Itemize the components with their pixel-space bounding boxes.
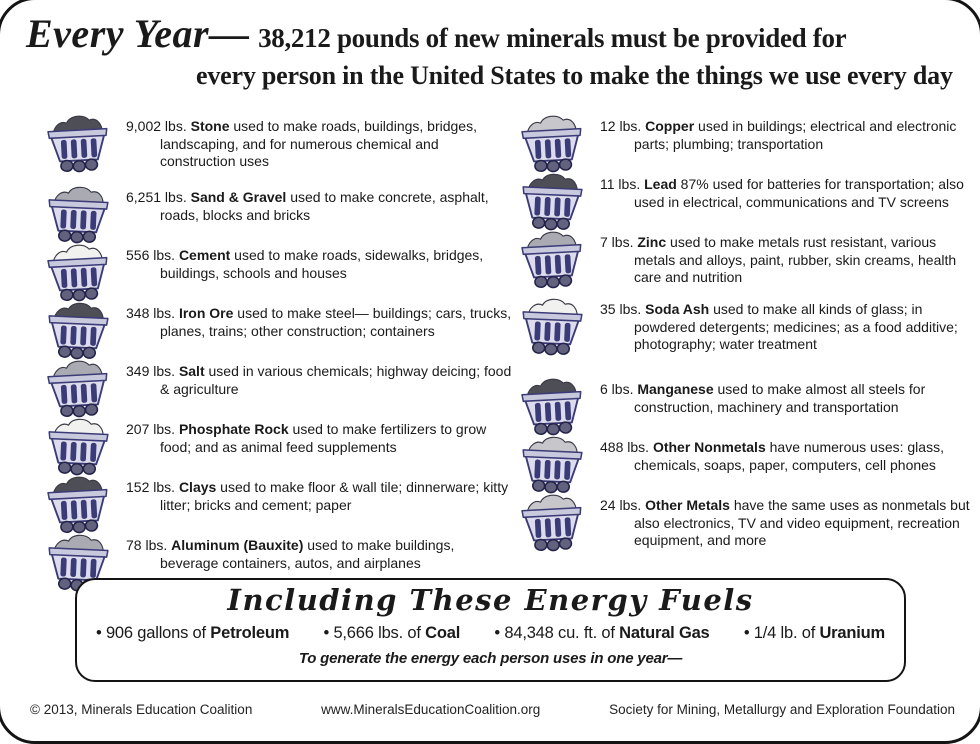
energy-item — [323, 624, 460, 643]
minerals-columns — [42, 115, 980, 592]
mineral-item — [516, 298, 976, 378]
mineral-description — [126, 247, 516, 282]
mineral-name: Other Nonmetals — [652, 439, 766, 455]
mineral-amount: 11 lbs. — [600, 176, 645, 192]
energy-item — [744, 624, 885, 643]
mineral-desc: used in various chemicals; highway deicing; food & agriculture — [160, 363, 512, 397]
mine-cart-icon — [42, 299, 120, 360]
mine-cart-icon — [42, 112, 120, 173]
mineral-amount: 207 lbs. — [126, 421, 179, 437]
energy-name: Petroleum — [210, 624, 290, 642]
energy-name: Uranium — [819, 624, 885, 642]
mine-cart-icon — [516, 170, 594, 231]
footer-organization: Society for Mining, Metallurgy and Exploration Foundation — [609, 702, 955, 717]
mineral-desc: used to make steel— buildings; cars, trucks, planes, trains; other construction; containers — [160, 305, 512, 339]
mine-cart-icon — [42, 241, 120, 302]
mineral-item — [42, 360, 516, 418]
mineral-name: Clays — [178, 479, 217, 495]
mineral-desc: have the same uses as nonmetals but also electronics, TV and video equipment, recreation equipment, and more — [634, 497, 970, 548]
mine-cart-icon — [516, 433, 594, 494]
mineral-amount: 556 lbs. — [126, 247, 179, 263]
mineral-amount: 6 lbs. — [600, 381, 638, 397]
mine-cart-icon — [42, 473, 120, 534]
mineral-item — [42, 302, 516, 360]
mineral-description — [126, 537, 516, 572]
energy-fuels-title: Including These Energy Fuels — [227, 583, 754, 617]
minerals-column-left — [42, 115, 516, 592]
mineral-item — [42, 115, 516, 186]
energy-amount: • 84,348 cu. ft. of — [494, 624, 620, 642]
mineral-name: Soda Ash — [645, 301, 710, 317]
mineral-item — [42, 244, 516, 302]
mineral-description — [600, 439, 976, 474]
mineral-desc: used to make fertilizers to grow food; and as animal feed supplements — [160, 421, 487, 455]
mineral-desc: used to make all kinds of glass; in powdered detergents; medicines; as a food additive; photography; water treatment — [634, 301, 958, 352]
mineral-description — [600, 118, 976, 153]
mineral-amount: 152 lbs. — [126, 479, 179, 495]
mineral-name: Manganese — [637, 381, 714, 397]
mineral-description — [126, 118, 516, 171]
mineral-name: Other Metals — [645, 497, 730, 513]
footer-copyright: © 2013, Minerals Education Coalition — [30, 702, 253, 717]
mineral-item — [516, 173, 976, 231]
mineral-desc: used to make metals rust resistant, various metals and alloys, paint, rubber, skin creams, health care and nutrition — [634, 234, 957, 285]
mine-cart-icon — [516, 375, 594, 436]
mineral-desc: used to make concrete, asphalt, roads, blocks and bricks — [160, 189, 489, 223]
mineral-item — [42, 418, 516, 476]
mineral-description — [126, 363, 516, 398]
mineral-amount: 35 lbs. — [600, 301, 646, 317]
mineral-name: Phosphate Rock — [178, 421, 289, 437]
mineral-item — [516, 378, 976, 436]
mineral-desc: 87% used for batteries for transportation; also used in electrical, communications and TV screens — [634, 176, 964, 210]
header-line1: 38,212 pounds of new minerals must be provided for — [258, 23, 847, 53]
mineral-amount: 24 lbs. — [600, 497, 646, 513]
mineral-name: Copper — [645, 118, 695, 134]
mineral-desc: used in buildings; electrical and electronic parts; plumbing; transportation — [634, 118, 957, 152]
mineral-amount: 6,251 lbs. — [126, 189, 191, 205]
mine-cart-icon — [516, 228, 594, 289]
mineral-description — [126, 421, 516, 456]
mineral-amount: 349 lbs. — [126, 363, 179, 379]
mineral-desc: used to make buildings, beverage containers, autos, and airplanes — [160, 537, 455, 571]
header-line2: every person in the United States to make the things we use every day — [196, 61, 953, 90]
mineral-name: Stone — [190, 118, 230, 134]
footer — [30, 702, 955, 717]
mineral-name: Salt — [178, 363, 205, 379]
mineral-item — [516, 436, 976, 494]
mineral-description — [600, 497, 976, 550]
mine-cart-icon — [516, 295, 594, 356]
mineral-description — [600, 301, 976, 354]
energy-fuels-box — [75, 578, 906, 682]
mine-cart-icon — [516, 491, 594, 552]
mineral-desc: used to make floor & wall tile; dinnerware; kitty litter; bricks and cement; paper — [160, 479, 509, 513]
mineral-desc: used to make almost all steels for construction, machinery and transportation — [634, 381, 926, 415]
mineral-item — [516, 115, 976, 173]
energy-amount: • 906 gallons of — [96, 624, 211, 642]
energy-footnote: To generate the energy each person uses in one year— — [298, 650, 683, 667]
mineral-amount: 348 lbs. — [126, 305, 179, 321]
mineral-item — [516, 231, 976, 298]
mineral-name: Lead — [644, 176, 677, 192]
energy-item — [494, 624, 709, 643]
mine-cart-icon — [42, 415, 120, 476]
mineral-name: Sand & Gravel — [190, 189, 287, 205]
mineral-description — [600, 176, 976, 211]
mine-cart-icon — [516, 112, 594, 173]
mineral-name: Iron Ore — [178, 305, 234, 321]
mineral-desc: have numerous uses: glass, chemicals, soaps, paper, computers, cell phones — [634, 439, 944, 473]
header — [0, 0, 980, 91]
mineral-amount: 7 lbs. — [600, 234, 638, 250]
mineral-item — [42, 476, 516, 534]
mineral-description — [126, 189, 516, 224]
energy-amount: • 5,666 lbs. of — [323, 624, 426, 642]
energy-item — [96, 624, 289, 643]
mineral-description — [126, 305, 516, 340]
mine-cart-icon — [42, 357, 120, 418]
mineral-amount: 12 lbs. — [600, 118, 646, 134]
energy-name: Coal — [425, 624, 461, 642]
mineral-description — [600, 234, 976, 287]
footer-website: www.MineralsEducationCoalition.org — [321, 702, 541, 717]
mineral-desc: used to make roads, sidewalks, bridges, buildings, schools and houses — [160, 247, 484, 281]
mineral-name: Cement — [178, 247, 231, 263]
energy-name: Natural Gas — [619, 624, 710, 642]
mineral-name: Zinc — [637, 234, 667, 250]
mineral-description — [126, 479, 516, 514]
mineral-item — [42, 186, 516, 244]
mineral-name: Aluminum (Bauxite) — [171, 537, 304, 553]
mineral-item — [516, 494, 976, 552]
mineral-description — [600, 381, 976, 416]
mineral-amount: 78 lbs. — [126, 537, 172, 553]
energy-amount: • 1/4 lb. of — [743, 624, 820, 642]
energy-items — [77, 624, 904, 643]
minerals-column-right — [516, 115, 976, 592]
mineral-amount: 488 lbs. — [600, 439, 653, 455]
mineral-desc: used to make roads, buildings, bridges, landscaping, and for numerous chemical and construction uses — [160, 118, 477, 169]
header-script-title: Every Year— — [26, 11, 250, 56]
mine-cart-icon — [42, 183, 120, 244]
mineral-amount: 9,002 lbs. — [126, 118, 191, 134]
